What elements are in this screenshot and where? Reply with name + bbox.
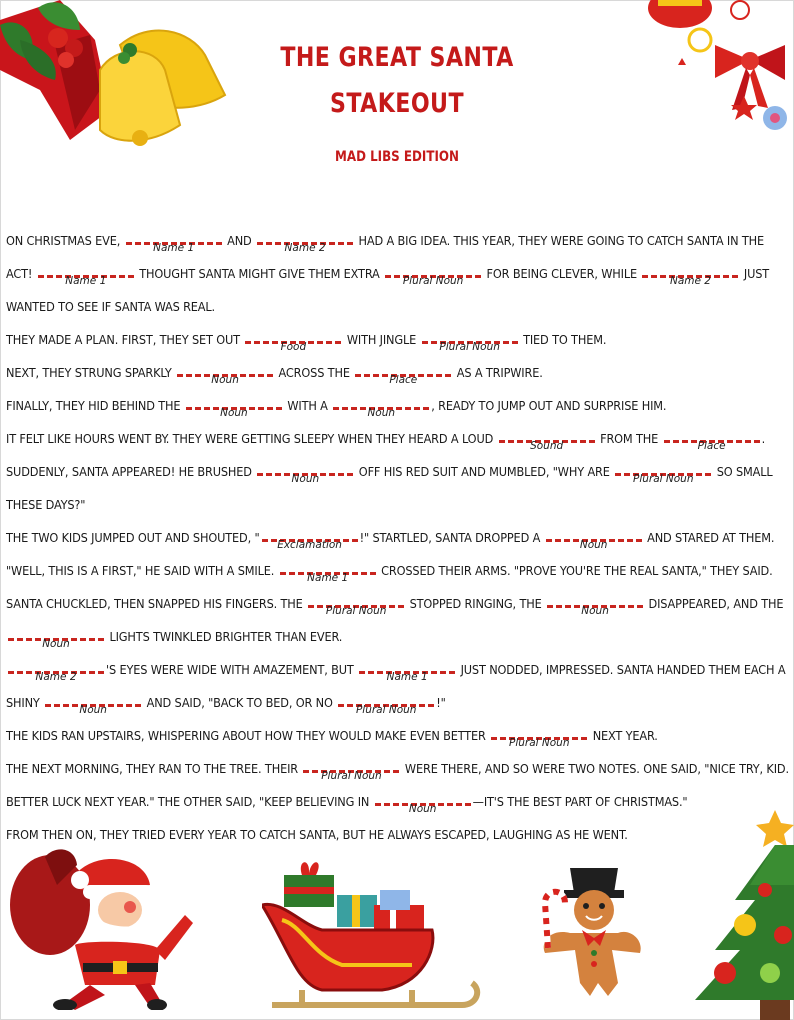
blank-label: Plural Noun — [321, 770, 382, 782]
story-text: —IT'S THE BEST PART OF CHRISTMAS." — [472, 794, 688, 809]
blank-field[interactable] — [491, 723, 587, 749]
title-line-1: THE GREAT SANTA — [280, 42, 514, 73]
blank-label: Plural Noun — [325, 605, 387, 617]
blank-label: Noun — [211, 374, 239, 386]
story-text: HAD A BIG IDEA. THIS YEAR, THEY WERE GOING TO CATCH SANTA IN THE ACT! — [6, 233, 765, 281]
story-text: !" — [436, 695, 446, 710]
story-text: JUST NODDED, IMPRESSED. SANTA HANDED THEM EACH A SHINY — [6, 662, 786, 710]
blank-field[interactable] — [8, 657, 104, 683]
story-text: AND STARED AT THEM. — [647, 530, 775, 545]
blank-field[interactable] — [642, 261, 738, 287]
blank-label: Exclamation — [277, 539, 342, 551]
story-text: FROM THE — [600, 431, 659, 446]
paragraph-11 — [6, 719, 790, 752]
paragraph-7 — [6, 521, 790, 554]
blank-label: Plural Noun — [402, 275, 464, 287]
story-text: IT FELT LIKE HOURS WENT BY. THEY WERE GETTING SLEEPY WHEN THEY HEARD A LOUD — [6, 431, 494, 446]
blank-label: Name 1 — [307, 572, 349, 584]
blank-field[interactable] — [359, 657, 455, 683]
story-text: FROM THEN ON, THEY TRIED EVERY YEAR TO CATCH SANTA, BUT HE ALWAYS ESCAPED, LAUGHING AS HE WENT. — [6, 827, 628, 842]
blank-label: Noun — [579, 539, 608, 551]
story-text: !" STARTLED, SANTA DROPPED A — [359, 530, 541, 545]
christmas-tree-icon — [695, 805, 794, 1020]
story-text: SUDDENLY, SANTA APPEARED! HE BRUSHED — [6, 464, 252, 479]
paragraph-2 — [6, 323, 790, 356]
story-text: SO SMALL THESE DAYS?" — [6, 464, 773, 512]
story-text: THEY MADE A PLAN. FIRST, THEY SET OUT — [6, 332, 240, 347]
blank-field[interactable] — [45, 690, 141, 716]
santa-icon — [5, 845, 195, 1010]
blank-field[interactable] — [499, 426, 595, 452]
blank-label: Food — [280, 341, 307, 353]
story-text: WITH JINGLE — [346, 332, 417, 347]
story-text: WITH A — [287, 398, 328, 413]
blank-field[interactable] — [280, 558, 376, 584]
story-text: . — [761, 431, 766, 446]
blank-field[interactable] — [338, 690, 434, 716]
blank-label: Plural Noun — [439, 341, 500, 353]
story-text: SANTA CHUCKLED, THEN SNAPPED HIS FINGERS. THE — [6, 596, 303, 611]
blank-field[interactable] — [177, 360, 273, 386]
story-text: CROSSED THEIR ARMS. "PROVE YOU'RE THE REAL SANTA," THEY SAID. — [381, 563, 773, 578]
blank-field[interactable] — [8, 624, 104, 650]
blank-label: Name 2 — [284, 242, 326, 254]
bells-holly-icon — [0, 0, 235, 150]
story-text: OFF HIS RED SUIT AND MUMBLED, "WHY ARE — [358, 464, 610, 479]
story-text: AS A TRIPWIRE. — [456, 365, 543, 380]
story-text: NEXT, THEY STRUNG SPARKLY — [6, 365, 172, 380]
paragraph-12 — [6, 752, 790, 818]
blank-label: Plural Noun — [632, 473, 694, 485]
paragraph-3 — [6, 356, 790, 389]
blank-field[interactable] — [422, 327, 518, 353]
story-text: AND — [227, 233, 252, 248]
blank-label: Sound — [530, 440, 564, 452]
story-text: ACROSS THE — [278, 365, 350, 380]
story-text: , READY TO JUMP OUT AND SURPRISE HIM. — [431, 398, 667, 413]
story-text: THE KIDS RAN UPSTAIRS, WHISPERING ABOUT HOW THEY WOULD MAKE EVEN BETTER — [6, 728, 486, 743]
blank-label: Name 1 — [153, 242, 195, 254]
blank-field[interactable] — [355, 360, 451, 386]
blank-label: Noun — [42, 638, 70, 650]
blank-field[interactable] — [186, 393, 282, 419]
blank-label: Noun — [220, 407, 248, 419]
story-body — [6, 224, 790, 851]
blank-label: Name 1 — [65, 275, 107, 287]
blank-label: Noun — [408, 803, 437, 815]
blank-field[interactable] — [615, 459, 711, 485]
blank-field[interactable] — [547, 591, 643, 617]
blank-field[interactable] — [262, 525, 358, 551]
blank-field[interactable] — [385, 261, 481, 287]
blank-field[interactable] — [245, 327, 341, 353]
gingerbread-icon — [540, 858, 642, 998]
blank-label: Plural Noun — [355, 704, 417, 716]
blank-field[interactable] — [546, 525, 642, 551]
blank-field[interactable] — [664, 426, 760, 452]
blank-label: Noun — [367, 407, 396, 419]
story-text: JUST WANTED TO SEE IF SANTA WAS REAL. — [6, 266, 770, 314]
story-text: DISAPPEARED, AND THE — [648, 596, 784, 611]
story-text: ON CHRISTMAS EVE, — [6, 233, 121, 248]
paragraph-6 — [6, 455, 790, 521]
paragraph-1 — [6, 224, 790, 323]
blank-field[interactable] — [303, 756, 399, 782]
story-text: AND SAID, "BACK TO BED, OR NO — [146, 695, 333, 710]
story-text: "WELL, THIS IS A FIRST," HE SAID WITH A SMILE. — [6, 563, 275, 578]
story-text: THOUGHT SANTA MIGHT GIVE THEM EXTRA — [139, 266, 380, 281]
story-text: THE TWO KIDS JUMPED OUT AND SHOUTED, " — [6, 530, 260, 545]
blank-field[interactable] — [308, 591, 404, 617]
blank-field[interactable] — [333, 393, 429, 419]
story-text: WERE THERE, AND SO WERE TWO NOTES. ONE SAID, "NICE TRY, KID. BETTER LUCK NEXT YEAR." THE OTHER SAID, "KEEP BELIEVING IN — [6, 761, 789, 809]
paragraph-5 — [6, 422, 790, 455]
story-text: THE NEXT MORNING, THEY RAN TO THE TREE. THEIR — [6, 761, 298, 776]
blank-label: Name 2 — [669, 275, 711, 287]
blank-field[interactable] — [126, 228, 222, 254]
story-text: LIGHTS TWINKLED BRIGHTER THAN EVER. — [109, 629, 343, 644]
paragraph-9 — [6, 587, 790, 653]
title-line-2: STAKEOUT — [330, 88, 464, 119]
story-text: STOPPED RINGING, THE — [409, 596, 542, 611]
blank-field[interactable] — [38, 261, 134, 287]
paragraph-8 — [6, 554, 790, 587]
blank-label: Place — [697, 440, 726, 452]
blank-label: Noun — [79, 704, 107, 716]
paragraph-4 — [6, 389, 790, 422]
story-text: FOR BEING CLEVER, WHILE — [486, 266, 638, 281]
blank-label: Plural Noun — [508, 737, 570, 749]
sleigh-icon — [262, 855, 487, 1010]
blank-field[interactable] — [257, 459, 353, 485]
blank-label: Noun — [291, 473, 320, 485]
blank-label: Noun — [581, 605, 609, 617]
blank-label: Name 2 — [35, 671, 77, 683]
paragraph-10 — [6, 653, 790, 719]
story-text: FINALLY, THEY HID BEHIND THE — [6, 398, 181, 413]
story-text: NEXT YEAR. — [592, 728, 658, 743]
blank-label: Place — [389, 374, 418, 386]
story-text: TIED TO THEM. — [523, 332, 607, 347]
blank-field[interactable] — [375, 789, 471, 815]
story-text: 'S EYES WERE WIDE WITH AMAZEMENT, BUT — [106, 662, 354, 677]
blank-field[interactable] — [257, 228, 353, 254]
blank-label: Name 1 — [386, 671, 428, 683]
subtitle: MAD LIBS EDITION — [335, 149, 459, 165]
